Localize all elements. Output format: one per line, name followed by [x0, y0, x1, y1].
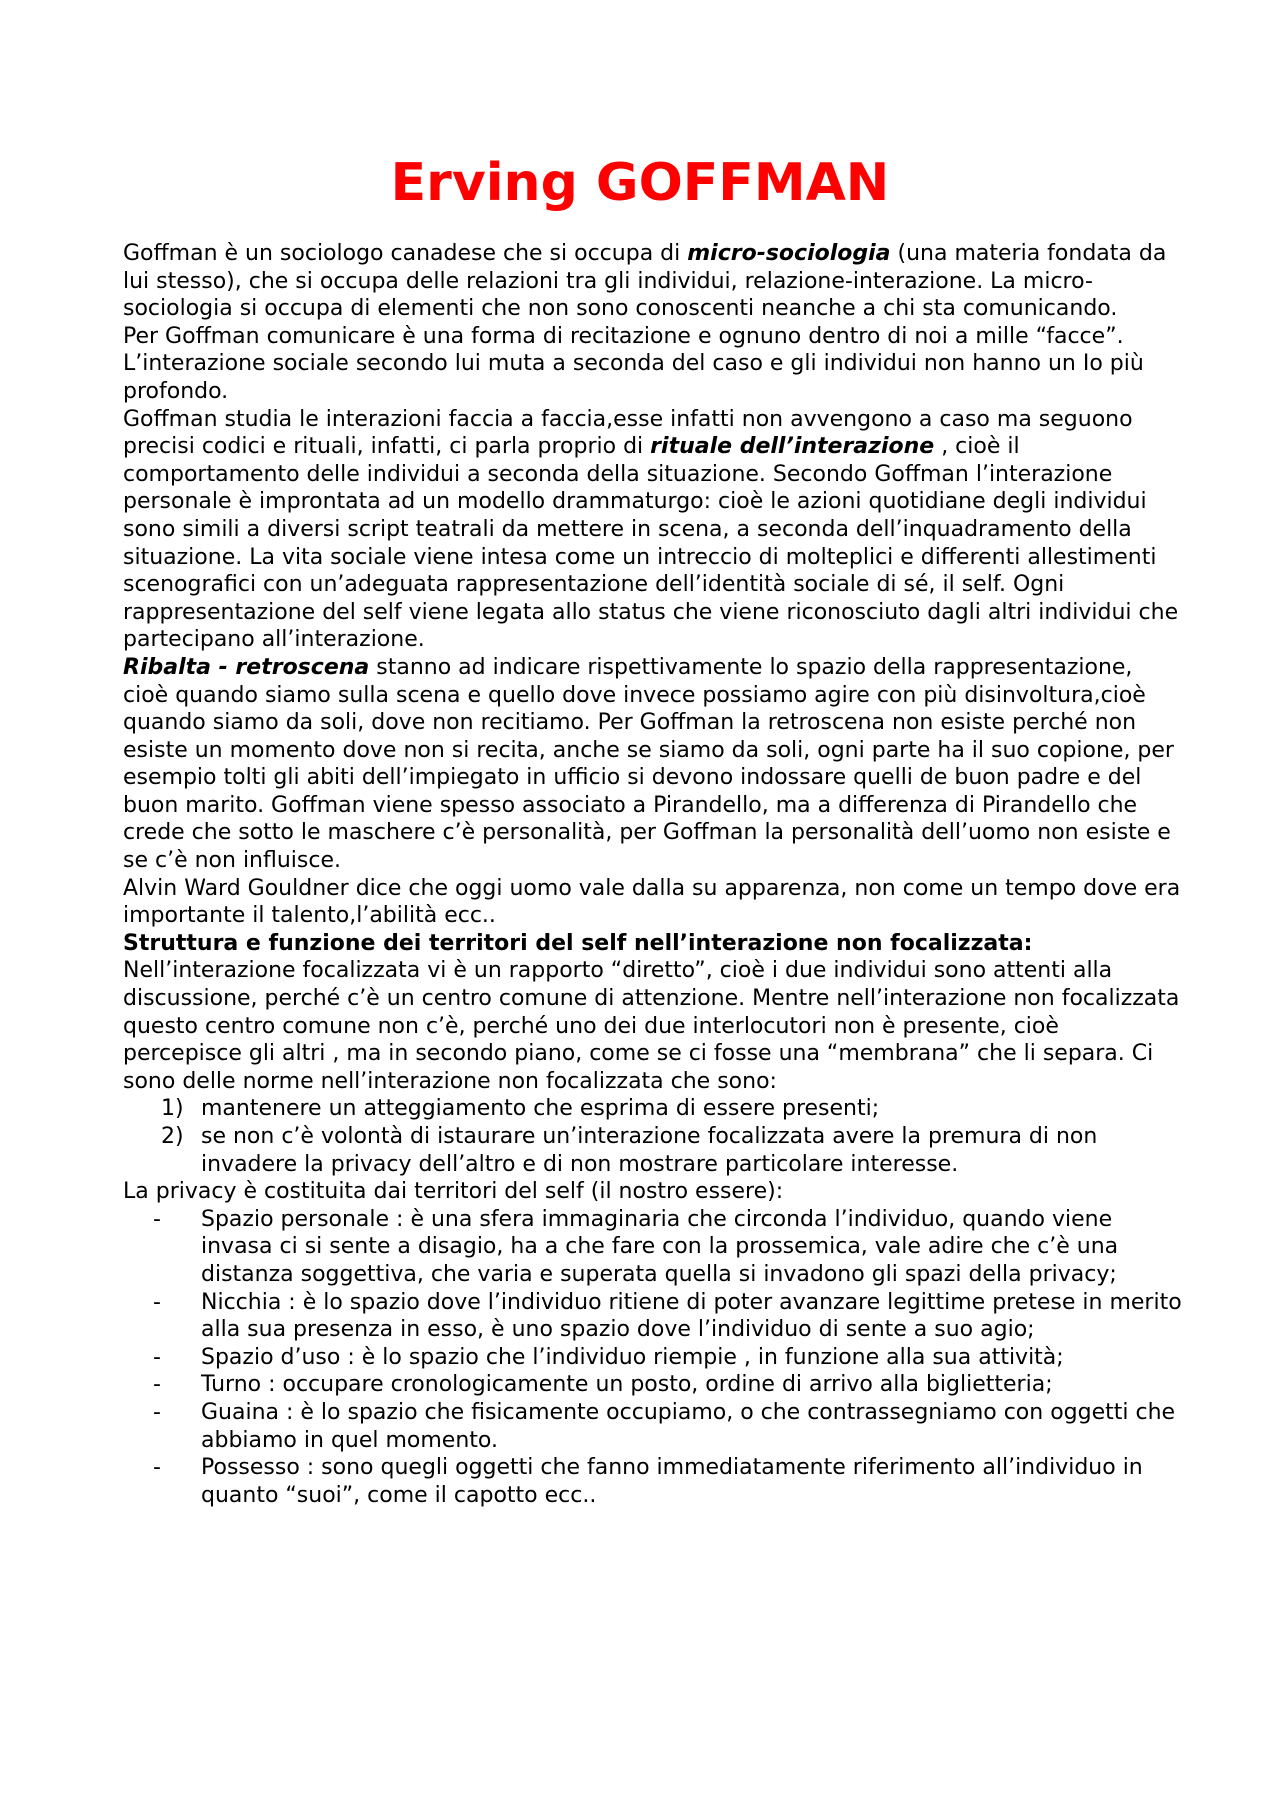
- list-marker: 2): [161, 1124, 184, 1149]
- norms-list: [123, 1095, 1183, 1178]
- list-marker: -: [153, 1344, 161, 1370]
- list-item: [123, 1206, 1183, 1289]
- list-item-text: Possesso : sono quegli oggetti che fanno immediatamente riferimento all’individuo in quanto “suoi”, come il capotto ecc..: [201, 1455, 1143, 1508]
- territories-list: [123, 1206, 1183, 1510]
- paragraph-recitazione: Per Goffman comunicare è una forma di recitazione e ognuno dentro di noi a mille “facce”. L’interazione sociale secondo lui muta a seconda del caso e gli individui non hanno un Io più profondo.: [123, 323, 1144, 404]
- paragraph-text: Goffman è un sociologo canadese che si occupa di: [123, 241, 688, 266]
- list-item: [123, 1289, 1183, 1344]
- list-item: [123, 1344, 1183, 1372]
- page-title: Erving GOFFMAN: [390, 153, 890, 213]
- paragraph-privacy: La privacy è costituita dai territori del self (il nostro essere):: [123, 1179, 784, 1205]
- list-item-text: Guaina : è lo spazio che fisicamente occupiamo, o che contrassegniamo con oggetti che abbiamo in quel momento.: [201, 1399, 1176, 1453]
- emphasis-ribalta-retroscena: Ribalta - retroscena: [123, 654, 370, 680]
- list-marker: -: [153, 1206, 161, 1232]
- list-item: [123, 1371, 1183, 1399]
- section-heading: Struttura e funzione dei territori del self nell’interazione non focalizzata:: [123, 930, 1033, 956]
- paragraph-text: , cioè il comportamento delle individui a seconda della situazione. Secondo Goffman l’interazione personale è improntata ad un modello drammaturgo: cioè le azioni quotidiane degli individui sono simili a diversi script teatrali da mettere in scena, a seconda dell’inquadramento della situazione. La vita sociale viene intesa come un intreccio di molteplici e differenti allestimenti scenografici con un’adeguata rappresentazione dell’identità sociale di sé, il self. Ogni rappresentazione del self viene legata allo status che viene riconosciuto dagli altri individui che partecipano all’interazione.: [123, 434, 1179, 653]
- paragraph-interazione: Nell’interazione focalizzata vi è un rapporto “diretto”, cioè i due individui sono attenti alla discussione, perché c’è un centro comune di attenzione. Mentre nell’interazione non focalizzata questo centro comune non c’è, perché uno dei due interlocutori non è presente, cioè percepisce gli altri , ma in secondo piano, come se ci fosse una “membrana” che li separa. Ci sono delle norme nell’interazione non focalizzata che sono:: [123, 958, 1180, 1094]
- emphasis-micro-sociologia: micro-sociologia: [687, 241, 891, 266]
- paragraph-intro: [123, 240, 1183, 323]
- paragraph-text: stanno ad indicare rispettivamente lo spazio della rappresentazione, cioè quando siamo sulla scena e quello dove invece possiamo agire con più disinvoltura,cioè quando siamo da soli, dove non recitiamo. Per Goffman la retroscena non esiste perché non esiste un momento dove non si recita, anche se siamo da soli, ogni parte ha il suo copione, per esempio tolti gli abiti dell’impiegato in ufficio si devono indossare quelli de buon padre e del buon marito. Goffman viene spesso associato a Pirandello, ma a differenza di Pirandello che crede che sotto le maschere c’è personalità, per Goffman la personalità dell’uomo non esiste e se c’è non influisce.: [123, 654, 1174, 874]
- list-item: [123, 1095, 1183, 1123]
- list-marker: -: [153, 1455, 161, 1481]
- list-item-text: se non c’è volontà di istaurare un’interazione focalizzata avere la premura di non invadere la privacy dell’altro e di non mostrare particolare interesse.: [201, 1124, 1098, 1177]
- list-item: [123, 1399, 1183, 1454]
- paragraph-text: (una materia fondata da lui stesso), che si occupa delle relazioni tra gli individui, relazione-interazione. La micro-sociologia si occupa di elementi che non sono conoscenti neanche a chi sta comunicando.: [123, 241, 1167, 322]
- list-item: [123, 1454, 1183, 1509]
- paragraph-rituale: [123, 406, 1183, 654]
- list-item-text: Spazio personale : è una sfera immaginaria che circonda l’individuo, quando viene invasa ci si sente a disagio, ha a che fare con la prossemica, vale adire che c’è una distanza soggettiva, che varia e superata quella si invadono gli spazi della privacy;: [201, 1206, 1119, 1287]
- list-item-text: mantenere un atteggiamento che esprima di essere presenti;: [201, 1096, 880, 1122]
- paragraph-text: Goffman studia le interazioni faccia a faccia,esse infatti non avvengono a caso ma seguono precisi codici e rituali, infatti, ci parla proprio di: [123, 406, 1133, 460]
- list-item-text: Spazio d’uso : è lo spazio che l’individuo riempie , in funzione alla sua attività;: [201, 1344, 1064, 1370]
- list-item: [123, 1123, 1183, 1178]
- list-item-text: Turno : occupare cronologicamente un posto, ordine di arrivo alla biglietteria;: [201, 1372, 1053, 1398]
- list-marker: -: [153, 1372, 161, 1398]
- list-marker: -: [153, 1289, 161, 1315]
- document-body: [123, 240, 1183, 1509]
- paragraph-ribalta: [123, 654, 1183, 875]
- list-marker: -: [153, 1399, 161, 1425]
- paragraph-gouldner: Alvin Ward Gouldner dice che oggi uomo vale dalla su apparenza, non come un tempo dove era importante il talento,l’abilità ecc..: [123, 875, 1181, 929]
- list-marker: 1): [161, 1096, 184, 1122]
- emphasis-rituale: rituale dell’interazione: [650, 434, 935, 460]
- list-item-text: Nicchia : è lo spazio dove l’individuo ritiene di poter avanzare legittime pretese in merito alla sua presenza in esso, è uno spazio dove l’individuo di sente a suo agio;: [201, 1289, 1182, 1343]
